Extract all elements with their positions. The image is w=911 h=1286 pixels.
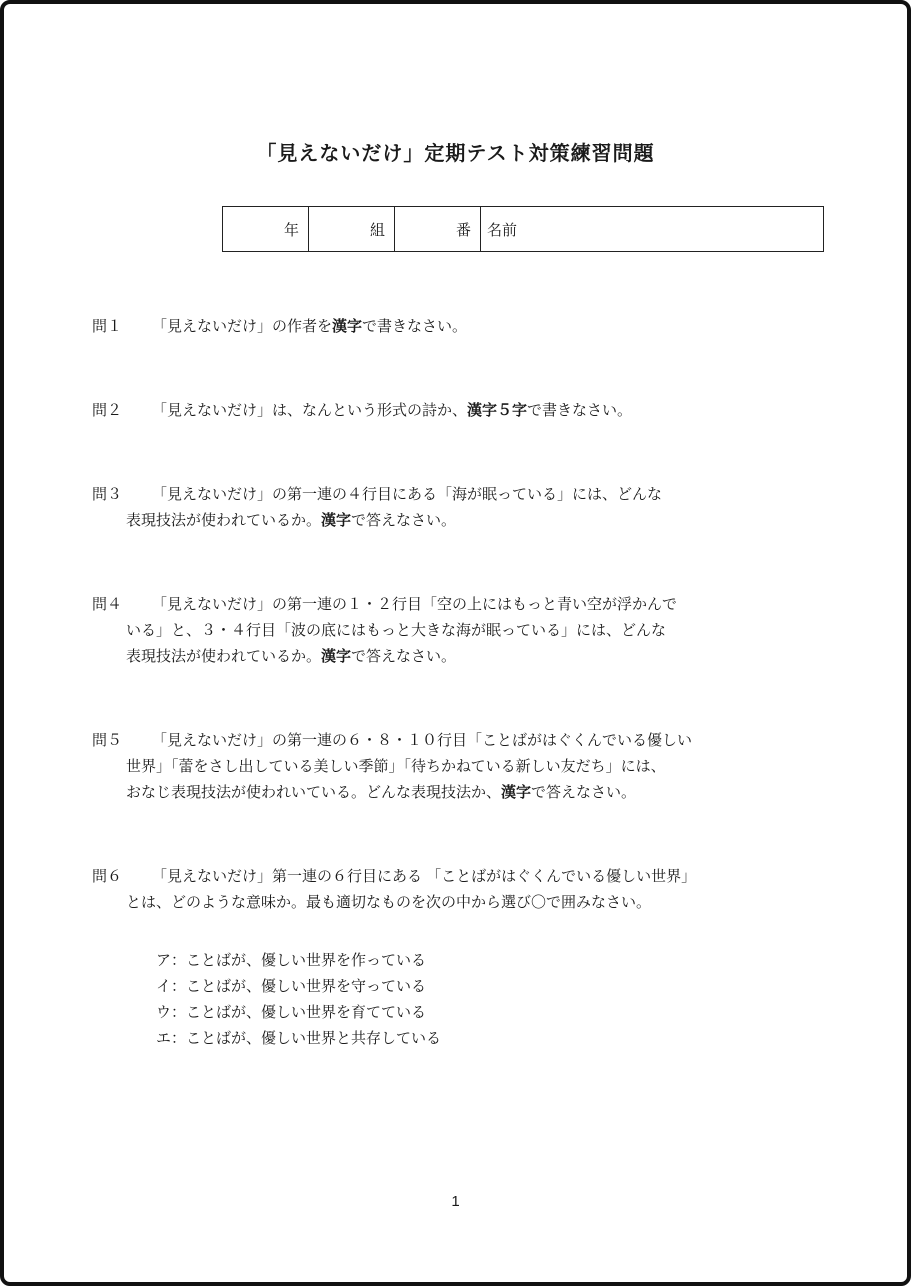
emphasis-text: 漢字 xyxy=(501,784,532,801)
name-header-table xyxy=(222,206,824,252)
question-text: 「見えないだけ」の第一連の１・２行目「空の上にはもっと青い空が浮かんで xyxy=(152,596,678,613)
question-block xyxy=(92,314,871,340)
year-label: 年 xyxy=(283,221,299,239)
question-block xyxy=(92,864,871,1052)
question-line xyxy=(92,864,871,890)
question-line xyxy=(92,508,871,534)
emphasis-text: 漢字 xyxy=(332,318,363,335)
question-text: で答えなさい。 xyxy=(531,784,637,801)
choices xyxy=(92,948,871,1052)
question-text: で答えなさい。 xyxy=(351,648,457,665)
number-cell xyxy=(395,207,481,251)
name-label: 名前 xyxy=(487,221,518,239)
question-line xyxy=(92,398,871,424)
question-text: 「見えないだけ」の第一連の６・８・１０行目「ことばがはぐくんでいる優しい xyxy=(152,732,693,749)
choice-line: ア：ことばが、優しい世界を作っている xyxy=(156,952,427,969)
question-text: で書きなさい。 xyxy=(527,402,633,419)
question-line xyxy=(92,482,871,508)
question-number: 問４ xyxy=(92,596,123,613)
name-cell xyxy=(481,207,823,251)
question-line xyxy=(92,618,871,644)
question-line xyxy=(92,644,871,670)
question-lines xyxy=(92,314,871,340)
question-line xyxy=(92,592,871,618)
question-number: 問５ xyxy=(92,732,123,749)
page-number: 1 xyxy=(451,1193,460,1210)
question-block xyxy=(92,592,871,670)
question-line xyxy=(92,780,871,806)
questions xyxy=(92,314,871,1052)
choice-line: エ：ことばが、優しい世界と共存している xyxy=(156,1030,442,1047)
question-text: 「見えないだけ」は、なんという形式の詩か、 xyxy=(152,402,468,419)
choice-line: イ：ことばが、優しい世界を守っている xyxy=(156,978,427,995)
question-text: いる」と、３・４行目「波の底にはもっと大きな海が眠っている」には、どんな xyxy=(126,622,667,639)
year-cell xyxy=(223,207,309,251)
page-title: 「見えないだけ」定期テスト対策練習問題 xyxy=(256,143,655,165)
question-lines xyxy=(92,728,871,806)
question-block xyxy=(92,728,871,806)
question-text: で答えなさい。 xyxy=(351,512,457,529)
question-lines xyxy=(92,864,871,916)
question-text: で書きなさい。 xyxy=(362,318,468,335)
question-number: 問２ xyxy=(92,402,123,419)
emphasis-text: 漢字 xyxy=(321,512,352,529)
question-text: 世界」「蕾をさし出している美しい季節」「待ちかねている新しい友だち」には、 xyxy=(126,758,666,775)
question-line xyxy=(92,728,871,754)
question-text: 「見えないだけ」の第一連の４行目にある「海が眠っている」には、どんな xyxy=(152,486,663,503)
question-line xyxy=(92,314,871,340)
question-text: 表現技法が使われているか。 xyxy=(126,648,322,665)
question-text: 「見えないだけ」第一連の６行目にある 「ことばがはぐくんでいる優しい世界」 xyxy=(152,868,697,885)
question-line xyxy=(92,754,871,780)
question-number: 問６ xyxy=(92,868,123,885)
question-number: 問３ xyxy=(92,486,123,503)
number-label: 番 xyxy=(455,221,471,239)
question-text: おなじ表現技法が使われいている。どんな表現技法か、 xyxy=(126,784,502,801)
question-text: 表現技法が使われているか。 xyxy=(126,512,322,529)
question-block xyxy=(92,398,871,424)
question-line xyxy=(92,890,871,916)
question-text: とは、どのような意味か。最も適切なものを次の中から選び〇で囲みなさい。 xyxy=(126,894,652,911)
emphasis-text: 漢字５字 xyxy=(467,402,528,419)
question-lines xyxy=(92,482,871,534)
class-cell xyxy=(309,207,395,251)
question-text: 「見えないだけ」の作者を xyxy=(152,318,333,335)
question-number: 問１ xyxy=(92,318,123,335)
question-lines xyxy=(92,398,871,424)
class-label: 組 xyxy=(369,221,385,239)
emphasis-text: 漢字 xyxy=(321,648,352,665)
choice-line: ウ：ことばが、優しい世界を育てている xyxy=(156,1004,427,1021)
question-lines xyxy=(92,592,871,670)
question-block xyxy=(92,482,871,534)
